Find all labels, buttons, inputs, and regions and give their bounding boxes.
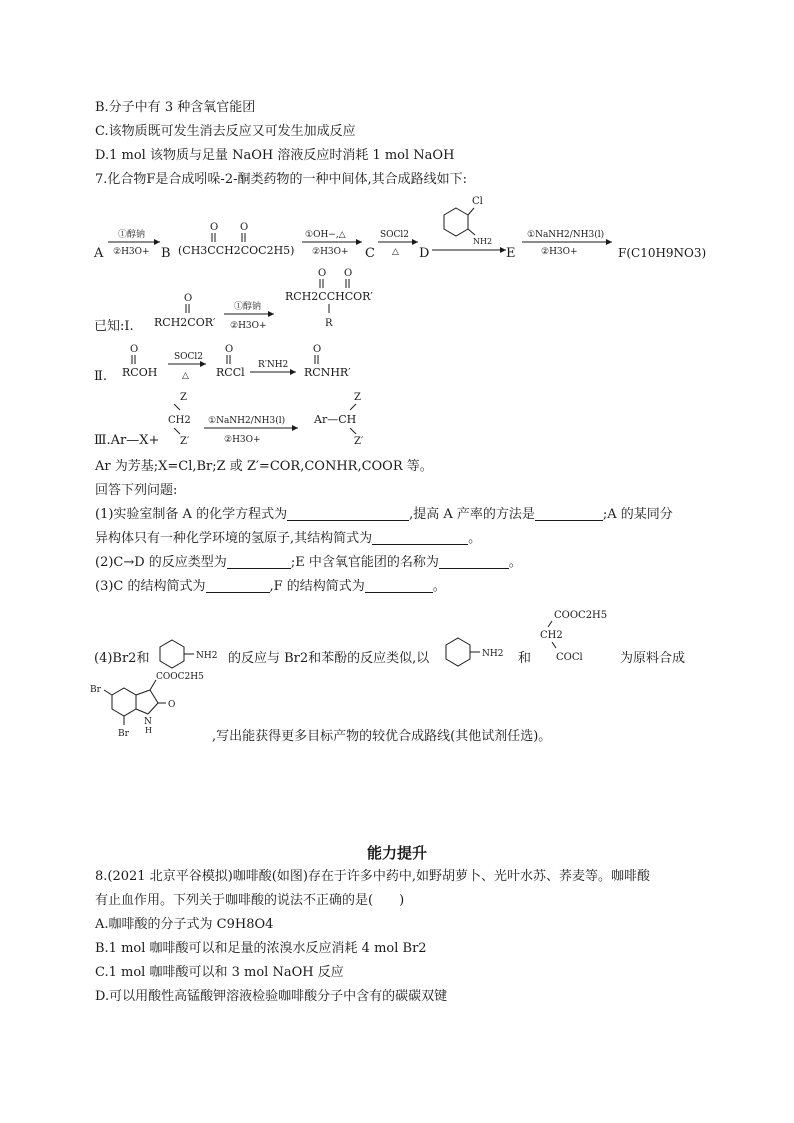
svg-text:N: N: [144, 717, 152, 727]
svg-text:△: △: [182, 371, 189, 381]
q7-part-2: (2)C→D 的反应类型为 ;E 中含氧官能团的名称为 。: [95, 555, 522, 570]
q8-option-b: B.1 mol 咖啡酸可以和足量的浓溴水反应消耗 4 mol Br2: [95, 941, 427, 956]
svg-text:(4)Br2和: (4)Br2和: [94, 651, 150, 666]
q7-part-1-line-2: 异构体只有一种化学环境的氢原子,其结构简式为 。: [95, 531, 482, 546]
route-B: B: [161, 246, 171, 261]
known-note: Ar 为芳基;X=Cl,Br;Z 或 Z′=COR,CONHR,COOR 等。: [95, 459, 433, 474]
svg-text:R: R: [325, 318, 333, 329]
aniline-structure-2: [446, 638, 503, 666]
malonyl-chloride-structure: [540, 610, 607, 663]
svg-text:Z: Z: [180, 392, 187, 403]
q8-option-a: A.咖啡酸的分子式为 C9H8O4: [95, 917, 274, 932]
compound-b-formula: (CH3CCH2COC2H5): [178, 244, 295, 257]
known-1-reactant: RCH2COR′: [154, 316, 216, 329]
route-arrow-1-bottom: ②H3O+: [113, 247, 150, 257]
svg-text:O: O: [225, 344, 234, 355]
answer-prompt: 回答下列问题:: [95, 483, 178, 498]
q8-stem-line-1: 8.(2021 北京平谷模拟)咖啡酸(如图)存在于许多中药中,如野胡萝卜、光叶水苏、荞麦等。咖啡酸: [95, 869, 651, 884]
svg-text:SOCl2: SOCl2: [174, 352, 204, 362]
svg-text:O: O: [344, 268, 353, 279]
answer-blank[interactable]: [372, 530, 468, 545]
known-label-3: Ⅲ.Ar—X+: [94, 433, 160, 448]
svg-text:O: O: [168, 700, 176, 710]
q8-option-d: D.可以用酸性高锰酸钾溶液检验咖啡酸分子中含有的碳碳双键: [95, 989, 448, 1004]
route-C: C: [365, 246, 375, 261]
svg-text:O: O: [210, 222, 219, 233]
svg-text:CH2: CH2: [540, 630, 563, 641]
svg-text:①NaNH2/NH3(l): ①NaNH2/NH3(l): [208, 416, 286, 426]
synthesis-route: [88, 190, 728, 265]
answer-blank[interactable]: [287, 506, 409, 521]
svg-text:CH2: CH2: [168, 415, 191, 426]
svg-text:的反应与 Br2和苯酚的反应类似,以: 的反应与 Br2和苯酚的反应类似,以: [228, 651, 430, 666]
svg-text:②H3O+: ②H3O+: [224, 435, 261, 445]
q7-part-1-line-1: (1)实验室制备 A 的化学方程式为 ,提高 A 产率的方法是 ;A 的某同分: [95, 507, 673, 522]
route-F: F(C10H9NO3): [618, 246, 707, 260]
route-E: E: [506, 246, 516, 261]
svg-text:COCl: COCl: [556, 652, 583, 663]
svg-text:RCOH: RCOH: [122, 366, 158, 379]
q6-option-d: D.1 mol 该物质与足量 NaOH 溶液反应时消耗 1 mol NaOH: [95, 148, 455, 163]
aniline-structure: [160, 640, 217, 668]
svg-text:COOC2H5: COOC2H5: [554, 610, 608, 621]
route-arrow-1-top: ①醇钠: [118, 230, 146, 240]
svg-text:Cl: Cl: [472, 196, 483, 207]
svg-text:NH2: NH2: [473, 237, 493, 246]
svg-text:NH2: NH2: [482, 649, 504, 659]
svg-text:Z: Z: [354, 392, 361, 403]
svg-text:和: 和: [518, 651, 532, 666]
svg-text:RCNHR′: RCNHR′: [304, 366, 351, 379]
answer-blank[interactable]: [206, 578, 270, 593]
answer-blank[interactable]: [227, 554, 291, 569]
q6-option-c: C.该物质既可发生消去反应又可发生加成反应: [95, 124, 356, 139]
svg-text:Ar—CH: Ar—CH: [314, 413, 357, 426]
svg-text:Br: Br: [118, 729, 129, 739]
answer-blank[interactable]: [439, 554, 509, 569]
svg-text:为原料合成: 为原料合成: [620, 651, 686, 666]
svg-text:,写出能获得更多目标产物的较优合成路线(其他试剂任选)。: ,写出能获得更多目标产物的较优合成路线(其他试剂任选)。: [212, 729, 552, 744]
svg-text:Br: Br: [90, 685, 101, 695]
q7-part-4: [88, 600, 708, 750]
svg-text:①醇钠: ①醇钠: [234, 302, 262, 312]
q8-stem-line-2: 有止血作用。下列关于咖啡酸的说法不正确的是( ): [95, 893, 405, 908]
route-A: A: [94, 246, 104, 261]
q7-stem: 7.化合物F是合成吲哚-2-酮类药物的一种中间体,其合成路线如下:: [95, 172, 467, 187]
svg-text:RCCl: RCCl: [216, 366, 245, 379]
chloroaniline-structure: [444, 196, 492, 246]
svg-text:Z′: Z′: [354, 436, 364, 447]
known-label-1: 已知:Ⅰ.: [94, 319, 134, 334]
svg-text:O: O: [318, 268, 327, 279]
svg-text:SOCl2: SOCl2: [380, 230, 410, 240]
q7-part-3: (3)C 的结构简式为 ,F 的结构简式为 。: [95, 579, 446, 594]
svg-text:Z′: Z′: [180, 436, 190, 447]
known-1-product: RCH2CCHCOR′: [285, 290, 373, 303]
svg-text:NH2: NH2: [196, 651, 218, 661]
svg-text:②H3O+: ②H3O+: [230, 321, 267, 331]
route-D: D: [419, 246, 430, 261]
svg-text:H: H: [145, 726, 152, 735]
svg-text:R′NH2: R′NH2: [258, 360, 289, 370]
known-label-2: Ⅱ.: [94, 369, 107, 384]
known-reactions: [88, 268, 588, 453]
svg-text:O: O: [313, 344, 322, 355]
svg-text:②H3O+: ②H3O+: [312, 247, 349, 257]
svg-text:O: O: [240, 222, 249, 233]
svg-text:O: O: [184, 293, 193, 304]
svg-text:①OH−,△: ①OH−,△: [305, 230, 346, 240]
svg-text:②H3O+: ②H3O+: [541, 247, 578, 257]
svg-text:O: O: [130, 344, 139, 355]
section-heading: 能力提升: [366, 844, 427, 862]
q8-option-c: C.1 mol 咖啡酸可以和 3 mol NaOH 反应: [95, 965, 344, 980]
svg-text:COOC2H5: COOC2H5: [156, 672, 204, 682]
answer-blank[interactable]: [365, 578, 433, 593]
q6-option-b: B.分子中有 3 种含氧官能团: [95, 100, 256, 115]
answer-blank[interactable]: [535, 506, 603, 521]
target-oxindole-structure: [90, 672, 204, 739]
svg-text:①NaNH2/NH3(l): ①NaNH2/NH3(l): [527, 230, 605, 240]
svg-text:△: △: [392, 247, 399, 257]
